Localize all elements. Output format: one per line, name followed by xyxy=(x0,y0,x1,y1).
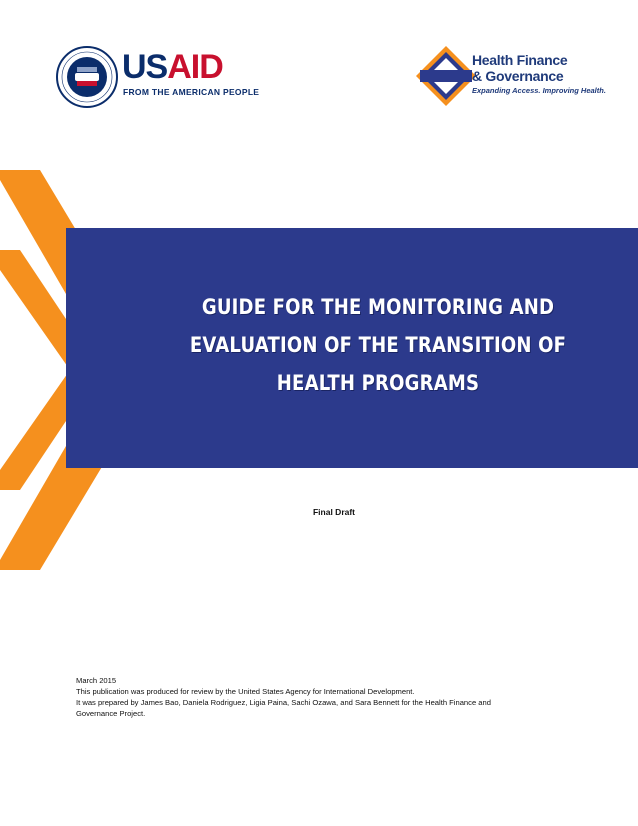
hfg-tagline: Expanding Access. Improving Health. xyxy=(472,86,606,95)
usaid-word-aid: AID xyxy=(167,48,223,86)
usaid-tagline: FROM THE AMERICAN PEOPLE xyxy=(123,87,260,97)
title-line-3: HEALTH PROGRAMS xyxy=(276,371,480,395)
document-title xyxy=(173,288,582,402)
usaid-wordmark xyxy=(122,50,223,84)
footer-line-3: Governance Project. xyxy=(76,709,146,718)
hfg-diamond-icon xyxy=(414,44,478,108)
hfg-name-line1: Health Finance xyxy=(472,52,568,68)
footer-line-1: This publication was produced for review by the United States Agency for International Development. xyxy=(76,687,415,696)
hfg-logo xyxy=(414,44,606,108)
footer-line-2: It was prepared by James Bao, Daniela Rodriguez, Ligia Paina, Sachi Ozawa, and Sara Bennett for the Health Finance and xyxy=(76,698,491,707)
hfg-name-line2: & Governance xyxy=(472,68,564,84)
footer-date: March 2015 xyxy=(76,676,117,685)
title-line-1: GUIDE FOR THE MONITORING AND xyxy=(201,295,555,319)
usaid-logo xyxy=(56,44,260,112)
usaid-word-us: US xyxy=(122,48,168,86)
publication-footer xyxy=(76,675,576,719)
draft-label: Final Draft xyxy=(312,507,356,517)
usaid-seal-icon xyxy=(56,46,118,108)
title-line-2: EVALUATION OF THE TRANSITION OF xyxy=(189,333,567,357)
